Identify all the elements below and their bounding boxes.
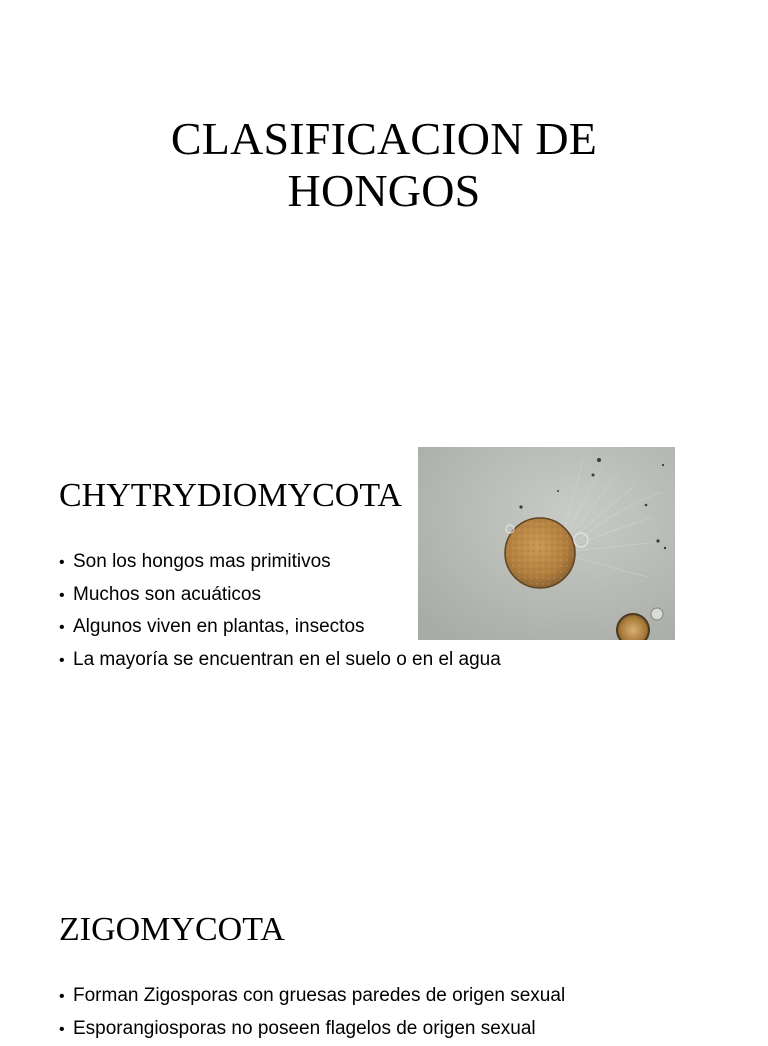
slide-zigomycota (0, 870, 768, 1024)
list-item (59, 546, 501, 579)
slide-title-heading (0, 113, 768, 217)
list-item (59, 579, 501, 612)
bullet-icon: • (59, 612, 73, 645)
bullet-icon: • (59, 981, 73, 1014)
bullet-list (59, 546, 501, 676)
bullet-icon: • (59, 580, 73, 613)
bullet-icon: • (59, 547, 73, 580)
slide-chytrydiomycota (0, 440, 768, 770)
list-item (59, 644, 501, 677)
bullet-icon: • (59, 1014, 73, 1046)
section-heading: ZIGOMYCOTA (59, 910, 285, 950)
bullet-list (59, 980, 565, 1045)
bullet-text: Muchos son acuáticos (73, 584, 261, 605)
list-item (59, 980, 565, 1013)
list-item (59, 1013, 565, 1046)
title-line-1: CLASIFICACION DE (0, 113, 768, 165)
bullet-text: La mayoría se encuentran en el suelo o en el agua (73, 649, 501, 670)
list-item (59, 611, 501, 644)
bullet-text: Forman Zigosporas con gruesas paredes de origen sexual (73, 985, 565, 1006)
bullet-text: Son los hongos mas primitivos (73, 551, 331, 572)
bullet-text: Esporangiosporas no poseen flagelos de origen sexual (73, 1018, 536, 1039)
section-heading: CHYTRYDIOMYCOTA (59, 476, 402, 516)
bullet-text: Algunos viven en plantas, insectos (73, 616, 365, 637)
bullet-icon: • (59, 645, 73, 678)
title-line-2: HONGOS (0, 165, 768, 217)
slide-title (0, 0, 768, 330)
